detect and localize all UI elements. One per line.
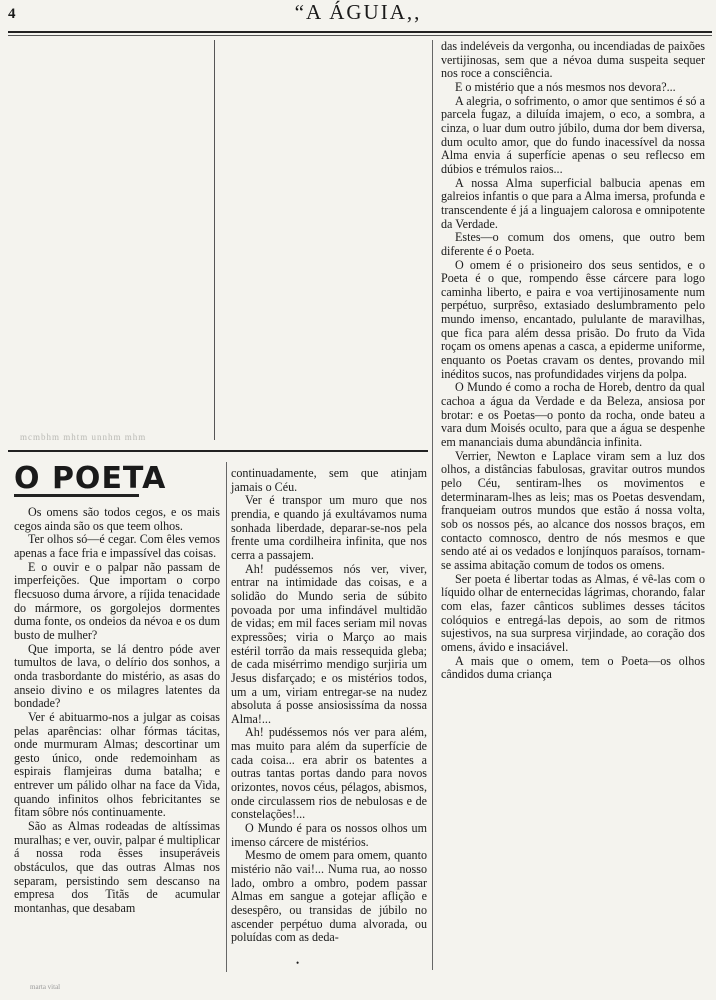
- blank-panel-divider: [214, 40, 215, 440]
- article-column-3: [441, 40, 705, 682]
- column-divider-center: [226, 462, 227, 972]
- paragraph: Ah! pudéssemos nós ver, viver, entrar na intimidade das coisas, e a solidão do Mundo seria de súbito povoada por uma infindável multidão de vidas; em mil faces seriam mil novas expressões; viria o Março ao mais estéril torrão da mais ressequida gleba; de cada misérrimo mendigo surjiria um Jesus disfarçado; e os mistérios todos, um a um, viriam entregar-se na nudez absoluta á posse ansiosissíma da nossa Alma!...: [231, 561, 427, 726]
- paragraph: Estes—o comum dos omens, que outro bem diferente é o Poeta.: [441, 230, 705, 258]
- header-rule-thin: [8, 35, 712, 36]
- article-column-1: [14, 506, 220, 916]
- paragraph: Ter olhos só—é cegar. Com êles vemos apenas a face fria e impassível das coisas.: [14, 532, 220, 560]
- paragraph: das indeléveis da vergonha, ou incendiadas de paixões vertijinosas, sem que a névoa duma suspeita sequer nos roce a consciência.: [441, 39, 705, 81]
- paragraph: A nossa Alma superficial balbucia apenas em galreios infantis o que para a Alma imersa, profunda e transcendente é já a linguajem calorosa e omnipotente da Verdade.: [441, 175, 705, 231]
- blank-panel: [8, 40, 432, 445]
- paragraph: continuadamente, sem que atinjam jamais o Céu.: [231, 466, 427, 494]
- article-title: O POETA: [14, 461, 167, 496]
- paragraph: O Mundo é para os nossos olhos um imenso cárcere de mistérios.: [231, 821, 427, 849]
- article-column-2: [231, 467, 427, 945]
- paragraph: Ver é abituarmo-nos a julgar as coisas pelas aparências: olhar fórmas tácitas, onde murmuram Almas; descortinar um gesto único, onde redemoinham as espirais flamjeiras duma batalha; e entrever um pálido olhar na face da Vida, quando infinitos olhos febricitantes se fitam sôbre nós continuamente.: [14, 709, 220, 820]
- paragraph: Os omens são todos cegos, e os mais cegos ainda são os que teem olhos.: [14, 505, 220, 533]
- paragraph: A alegria, o sofrimento, o amor que sentimos é só a parcela fugaz, a diluída imajem, o eco, a sombra, a cinza, o luar dum outro júbilo, duma dor bem diversa, dum oculto amor, que do fundo inacessível da nossa Alma envia á superfície apenas o seu reflecso em dúbios e trémulos raios...: [441, 93, 705, 176]
- faint-text: mcmbhm mhtm unnhm mhm: [20, 432, 147, 442]
- paragraph: A mais que o omem, tem o Poeta—os olhos cândidos duma criança: [441, 653, 705, 682]
- paragraph: Verrier, Newton e Laplace viram sem a luz dos olhos, a distâncias fabulosas, gravitar outros mundos pelo Céu, sentiram-lhes os movimentos e determinaram-lhes as leis; mas os Poetas desvendam, franqueiam outros mundos que estão á nossa volta, sob os nossos pés, ao alcance dos nossos braços, em contacto comnosco, dentro de nós mesmos e que sendo até ai os vedados e lonjínquos paraísos, tornam-se assima abitação comum de todos os omens.: [441, 448, 705, 572]
- header-rule: [8, 31, 712, 33]
- paragraph: E o mistério que a nós mesmos nos devora?...: [455, 79, 676, 94]
- title-underline: [14, 494, 139, 497]
- paragraph: E o ouvir e o palpar não passam de imperfeições. Que importam o corpo flecsuoso duma árvore, a ríjida tenacidade do mármore, os gorgolejos dormentes duma fonte, os ondeios da névoa e os dum busto de mulher?: [14, 559, 220, 642]
- paragraph: O Mundo é como a rocha de Horeb, dentro da qual cachoa a água da Verdade e da Beleza, ansiosa por brotar: e os Poetas—o ponto da rocha, onde bateu a vara dum Moisés oculto, para que a água se despenhe em mananciais duma abundância infinita.: [441, 380, 705, 450]
- paragraph: Ah! pudéssemos nós ver para além, mas muito para além da superfície de cada coisa... era abrir os batentes a outras tantas portas dando para novos orizontes, novos céus, pélagos, abismos, onde circulassem rios de nebulosas e de constelações!...: [231, 725, 427, 822]
- paragraph: Ser poeta é libertar todas as Almas, é vê-las com o líquido olhar de enternecidas lágrimas, chorando, falar com elas, fazer cânticos sublimes desses tácitos colóquios e entregá-las depois, ao som de ritmos sujestivos, na sua surpresa virjindade, ao coração dos omens, ávido e insaciável.: [441, 571, 705, 654]
- footer-text: marta vital: [30, 983, 61, 991]
- paragraph: Que importa, se lá dentro póde aver tumultos de lava, o delírio dos sonhos, a onda trasbordante do mistério, as asas do anseio divino e os milagres latentes da bondade?: [14, 641, 220, 711]
- column-divider-left: [432, 40, 433, 970]
- paragraph: São as Almas rodeadas de altíssimas muralhas; e ver, ouvir, palpar é multiplicar á nossa roda êsses insuperáveis obstáculos, que das outras Almas nos separam, persistindo sem descanso na empresa dos Titãs de acumular montanhas, que desabam: [14, 819, 220, 916]
- ornament: •: [296, 958, 300, 968]
- journal-title: “A ÁGUIA,,: [294, 0, 422, 24]
- page-number: 4: [8, 6, 16, 22]
- section-rule: [8, 450, 428, 452]
- paragraph: O omem é o prisioneiro dos seus sentidos, e o Poeta é o que, rompendo êsse cárcere para logo caminha liberto, e paira e voa vertijinosamente num perpétuo, surprêso, extasiado deslumbramento pelo mundo imenso, encantado, pululante de maravilhas, que fica para além dessa prisão. Do fruto da Vida roçam os omens apenas a casca, a epiderme uniforme, enquanto os Poetas cravam os dentes, provando mil inéditos sucos, nas profundidades virjens da polpa.: [441, 257, 705, 381]
- paragraph: Mesmo de omem para omem, quanto mistério não vai!... Numa rua, ao nosso lado, ombro a ombro, podem passar Almas em sangue a gotejar aflição e desespêro, ou transidas de júbilo no ascender perpétuo duma alvorada, ou poluídas com as deda-: [231, 848, 427, 945]
- paragraph: Ver é transpor um muro que nos prendia, e quando já exultávamos numa sonhada liberdade, deparar-se-nos pela frente uma cordilheira infinita, que nos cerra a passajem.: [231, 493, 427, 562]
